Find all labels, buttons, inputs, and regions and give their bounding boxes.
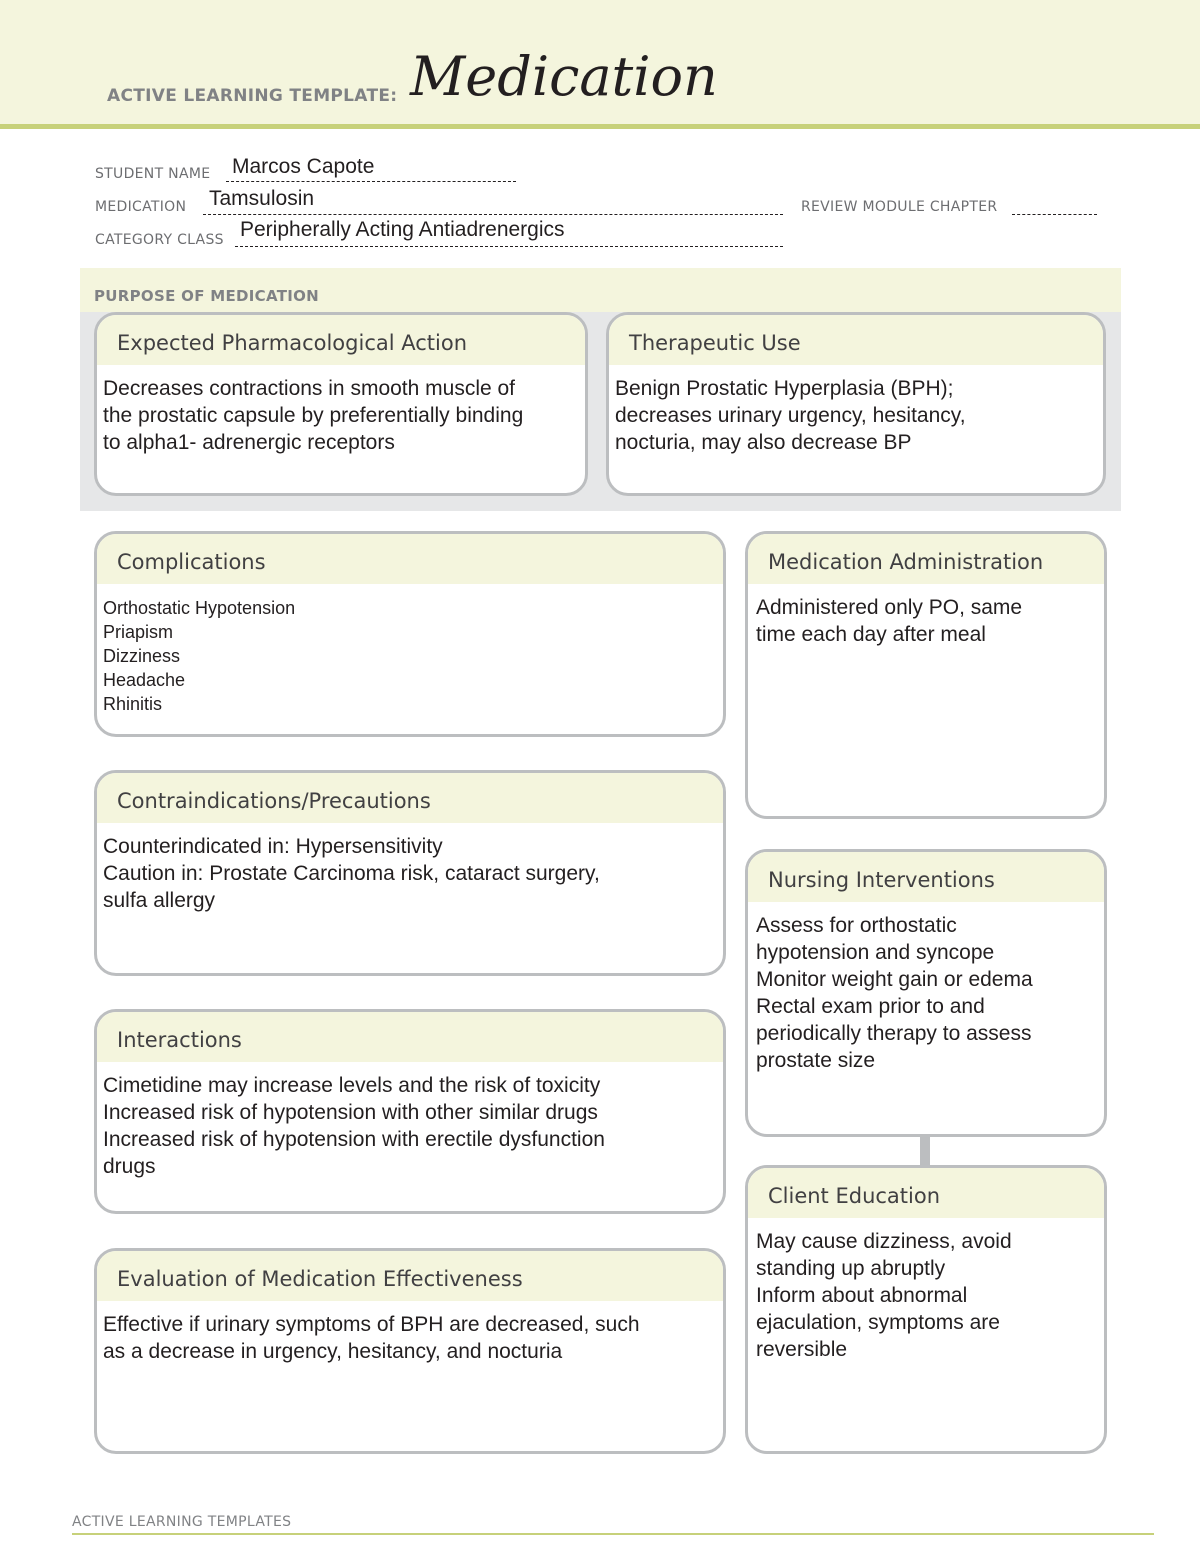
client-education-title: Client Education: [748, 1168, 1104, 1218]
complications-title: Complications: [97, 534, 723, 584]
footer-rule: [72, 1533, 1154, 1535]
contraindications-title: Contraindications/Precautions: [97, 773, 723, 823]
complications-box: [94, 531, 726, 737]
expected-action-title: Expected Pharmacological Action: [97, 315, 585, 365]
footer-label: ACTIVE LEARNING TEMPLATES: [72, 1514, 292, 1530]
evaluation-title: Evaluation of Medication Effectiveness: [97, 1251, 723, 1301]
category-class-label: CATEGORY CLASS: [95, 232, 224, 248]
nursing-interventions-title: Nursing Interventions: [748, 852, 1104, 902]
expected-action-text[interactable]: Decreases contractions in smooth muscle of the prostatic capsule by preferentially binding to alpha1- adrenergic receptors: [103, 377, 524, 454]
category-class-field[interactable]: Peripherally Acting Antiadrenergics: [240, 218, 565, 241]
evaluation-text[interactable]: Effective if urinary symptoms of BPH are decreased, such as a decrease in urgency, hesitancy, and nocturia: [103, 1313, 640, 1363]
medication-underline: [203, 214, 783, 215]
administration-box: [745, 531, 1107, 819]
purpose-label: PURPOSE OF MEDICATION: [94, 287, 320, 305]
header-band: [0, 0, 1200, 129]
contraindications-box: [94, 770, 726, 976]
student-name-field[interactable]: Marcos Capote: [232, 155, 375, 178]
category-class-underline: [235, 246, 783, 247]
administration-title: Medication Administration: [748, 534, 1104, 584]
expected-action-box: [94, 312, 588, 496]
therapeutic-use-box: [606, 312, 1106, 496]
interactions-box: [94, 1009, 726, 1214]
box-connector: [920, 1135, 930, 1167]
page-title: Medication: [410, 45, 718, 108]
nursing-interventions-box: [745, 849, 1107, 1137]
contraindications-text[interactable]: Counterindicated in: Hypersensitivity Caution in: Prostate Carcinoma risk, cataract surgery, sulfa allergy: [103, 835, 600, 912]
therapeutic-use-title: Therapeutic Use: [609, 315, 1103, 365]
evaluation-box: [94, 1248, 726, 1454]
student-name-label: STUDENT NAME: [95, 166, 211, 182]
client-education-box: [745, 1165, 1107, 1454]
administration-text[interactable]: Administered only PO, same time each day after meal: [756, 596, 1023, 646]
review-module-label: REVIEW MODULE CHAPTER: [801, 199, 998, 215]
template-label: ACTIVE LEARNING TEMPLATE:: [107, 86, 398, 106]
student-name-underline: [226, 181, 516, 182]
therapeutic-use-text[interactable]: Benign Prostatic Hyperplasia (BPH); decreases urinary urgency, hesitancy, nocturia, may also decrease BP: [615, 377, 966, 454]
interactions-text[interactable]: Cimetidine may increase levels and the risk of toxicity Increased risk of hypotension with other similar drugs Increased risk of hypotension with erectile dysfunction drugs: [103, 1074, 605, 1178]
medication-field[interactable]: Tamsulosin: [209, 187, 315, 210]
medication-label: MEDICATION: [95, 199, 187, 215]
complications-text[interactable]: Orthostatic Hypotension Priapism Dizziness Headache Rhinitis: [103, 598, 296, 714]
interactions-title: Interactions: [97, 1012, 723, 1062]
review-module-underline: [1012, 214, 1097, 215]
client-education-text[interactable]: May cause dizziness, avoid standing up abruptly Inform about abnormal ejaculation, symptoms are reversible: [756, 1230, 1012, 1361]
nursing-interventions-text[interactable]: Assess for orthostatic hypotension and syncope Monitor weight gain or edema Rectal exam prior to and periodically therapy to assess prostate size: [756, 914, 1033, 1072]
